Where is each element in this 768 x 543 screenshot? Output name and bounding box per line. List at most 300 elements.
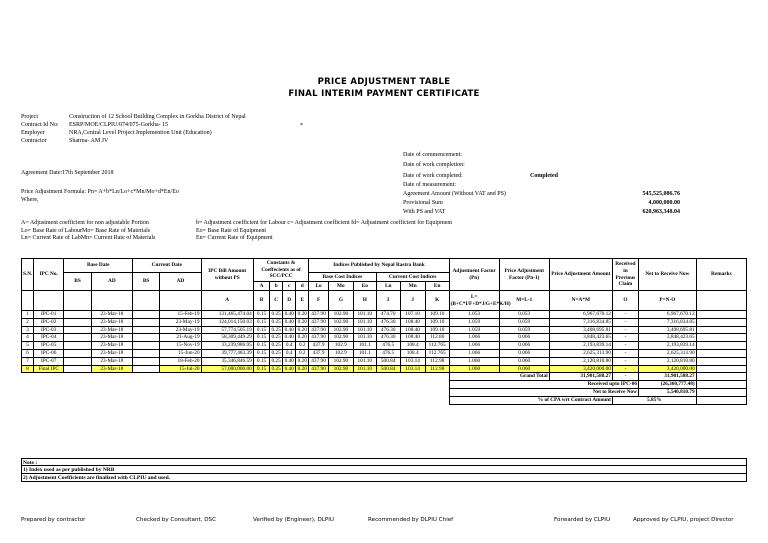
cell-cur-bs (133, 311, 160, 319)
cell-ln: 476.5 (376, 349, 400, 357)
cell-p: 2,120,810.80 (639, 357, 697, 365)
cell-mn: 103.14 (400, 357, 425, 365)
summary-remarks (696, 381, 746, 389)
table-header (22, 259, 747, 311)
table-summary (22, 373, 747, 404)
letter-i: I (376, 291, 400, 311)
cell-o: - (612, 318, 638, 326)
cell-remarks (696, 357, 746, 365)
grand-total-received: - (612, 373, 638, 381)
cell-m: 0.059 (499, 318, 549, 326)
cell-ipc: IPC-05 (33, 342, 63, 350)
cell-ipc: IPC-06 (33, 349, 63, 357)
cell-remarks (696, 326, 746, 334)
summary-remarks (696, 388, 746, 396)
cell-base-bs (64, 342, 91, 350)
cell-base-ad: 23-Mar-18 (91, 357, 132, 365)
cell-p: 6,967,670.12 (639, 311, 697, 319)
letter-blank (33, 291, 63, 311)
project-value: Construction of 12 School Building Complex in Gorkha District of Nepal (69, 114, 246, 120)
table-row (22, 311, 747, 319)
header-received-previous: Received in Previous Claim (612, 259, 638, 291)
cell-en: 112.98 (425, 365, 449, 373)
date-work-completion-label: Date of work completion: (403, 162, 465, 168)
cell-remarks (696, 334, 746, 342)
price-adjustment-table (21, 258, 747, 405)
cell-sn: 3 (22, 326, 34, 334)
cell-l: 1.060 (449, 365, 499, 373)
cell-a: 0.15 (253, 342, 269, 350)
title-line-2: FINAL INTERIM PAYMENT CERTIFICATE (288, 89, 480, 99)
definition-eo: Eo= Base Rate of Equipment (196, 227, 267, 234)
cell-amount: 39,777,483.39 (201, 349, 253, 357)
cell-a: 0.15 (253, 326, 269, 334)
table-row (22, 334, 747, 342)
provisional-sum-label: Provisional Sum (403, 200, 443, 206)
cell-b: 0.25 (271, 350, 281, 357)
grand-total-amount: 31,901,588.27 (549, 373, 612, 381)
definition-en: En= Current Rate of Equipment (196, 235, 273, 241)
cell-l: 1.066 (449, 342, 499, 350)
cell-mo: 102.90 (328, 334, 353, 342)
header-remarks: Remarks (696, 259, 746, 291)
net-to-receive-label: Net to Receive Now (449, 388, 638, 396)
cell-o: - (612, 326, 638, 334)
star-mark: * (300, 123, 303, 129)
header-indices: Indices Published by Nepal Rastra Bank (309, 259, 449, 273)
cell-eo: 101.10 (353, 334, 376, 342)
cell-n: 3,420,000.00 (549, 365, 612, 373)
cell-eo: 101.1 (353, 349, 376, 357)
definition-a: A= Adjustment coefficient for non adjustable Portion (21, 220, 149, 226)
cell-c: 0.40 (284, 326, 294, 333)
cell-en: 112.765 (425, 342, 449, 350)
contractor-row (21, 137, 246, 145)
header-current-date: Current Date (133, 259, 202, 273)
formula-m: M=L-1 (499, 291, 549, 311)
header-net-to-receive: Net to Receive Now (639, 259, 697, 291)
cell-n: 3,848,423.65 (549, 334, 612, 342)
header-mn: Mn (400, 282, 425, 291)
letter-k: K (425, 291, 449, 311)
header-base-cost: Base Cost Indices (309, 273, 376, 282)
contract-id-value: ESRP/MOE/CLPIU/074/075-Gorkha- 15 (69, 122, 169, 128)
title-line-1: PRICE ADJUSTMENT TABLE (317, 77, 451, 87)
cell-mo: 102.90 (328, 357, 353, 365)
cell-sn: 5 (22, 342, 34, 350)
summary-spacer (22, 373, 450, 381)
cell-mo: 102.90 (328, 365, 353, 373)
cell-remarks (696, 342, 746, 350)
cell-d: 0.2 (296, 342, 309, 350)
cell-eo: 101.1 (353, 342, 376, 350)
letter-blank (64, 291, 91, 311)
cell-c: 0.40 (284, 318, 294, 325)
cell-d: 0.20 (297, 365, 307, 372)
cell-base-ad: 23-Mar-18 (91, 318, 132, 326)
cell-m: 0.060 (499, 357, 549, 365)
date-measurement-label: Date of measurement: (403, 182, 456, 188)
with-ps-vat-label: With PS and VAT (403, 209, 446, 215)
cell-eo: 101.10 (353, 318, 376, 326)
cell-o: - (612, 349, 638, 357)
cell-cur-ad: 15-Jul-20 (160, 365, 201, 373)
cell-mn: 108.40 (400, 326, 425, 334)
cell-l: 1.060 (449, 357, 499, 365)
cell-amount: 57,000,000.00 (201, 365, 253, 373)
header-base-date: Base Date (64, 259, 133, 273)
letter-blank (91, 291, 132, 311)
cell-amount: 33,239,986.95 (201, 342, 253, 350)
cell-cur-bs (133, 334, 160, 342)
cell-a: 0.15 (253, 365, 269, 373)
cell-ln: 474.70 (376, 311, 400, 319)
letter-f: F (309, 291, 329, 311)
cell-b: 0.25 (271, 311, 281, 318)
cell-ln: 476.30 (376, 334, 400, 342)
letter-h: H (353, 291, 376, 311)
notes-box (21, 458, 747, 482)
cell-c: 0.40 (284, 365, 294, 372)
cell-cur-bs (133, 365, 160, 373)
cell-mn: 103.14 (400, 365, 425, 373)
employer-label: Employer (21, 130, 45, 136)
with-ps-vat-value: 620,963,348.04 (642, 209, 680, 215)
cell-o: - (612, 365, 638, 373)
cell-base-bs (64, 365, 91, 373)
cell-sn: 4 (22, 334, 34, 342)
cell-o: - (612, 311, 638, 319)
letter-blank (160, 291, 201, 311)
cell-en: 109.10 (425, 326, 449, 334)
cell-ln: 500.84 (376, 357, 400, 365)
cell-b: 0.25 (271, 318, 281, 325)
contract-id-row (21, 121, 246, 129)
cell-ln: 476.30 (376, 318, 400, 326)
cell-mn: 108.4 (400, 342, 425, 350)
price-adjustment-formula: Price Adjustment Formula: Pn= A+b*Ln/Lo+c*Mn/Mo+d*En/Eo (21, 189, 179, 195)
cell-ln: 500.84 (376, 365, 400, 373)
net-to-receive-value: 5,540,810.79 (639, 388, 697, 396)
cell-cur-bs (133, 326, 160, 334)
table-row (22, 349, 747, 357)
cell-mo: 102.90 (328, 326, 353, 334)
cell-n: 2,625,313.90 (549, 349, 612, 357)
definitions-right (196, 220, 452, 243)
cell-n: 6,967,670.12 (549, 311, 612, 319)
cell-remarks (696, 349, 746, 357)
header-current-cost: Current Cost Indices (376, 273, 449, 282)
cell-n: 3,408,695.81 (549, 326, 612, 334)
project-label: Project (21, 114, 38, 120)
cell-lo: 437.90 (309, 326, 329, 334)
header-en: En (425, 282, 449, 291)
received-upto-label: Received upto IPC-06 (449, 381, 638, 389)
note-1: 1) Index used as per published by NRB (21, 466, 747, 474)
sig-forwarded: Forwarded by CLPIU (554, 517, 611, 523)
cell-base-bs (64, 311, 91, 319)
cell-p: 2,625,313.90 (639, 349, 697, 357)
cell-b: 0.25 (271, 365, 281, 372)
cell-lo: 437.90 (309, 357, 329, 365)
cell-b: 0.25 (271, 342, 281, 349)
contractor-value: Sharma- AM JV (69, 138, 109, 144)
cell-p: 3,420,000.00 (639, 365, 697, 373)
cell-lo: 437.9 (309, 349, 329, 357)
cell-mo: 102.90 (328, 318, 353, 326)
cell-mo: 102.90 (328, 311, 353, 319)
header-coef-c: c (283, 282, 296, 291)
cell-cur-bs (133, 357, 160, 365)
cell-l: 1.059 (449, 318, 499, 326)
cell-en: 109.10 (425, 311, 449, 319)
header-lo: Lo (309, 282, 329, 291)
cell-ipc: IPC-07 (33, 357, 63, 365)
letter-d: D (283, 291, 296, 311)
cell-p: 3,848,423.65 (639, 334, 697, 342)
cell-c: 0.40 (284, 357, 294, 364)
cell-en: 112.765 (425, 349, 449, 357)
sig-approved: Approved by CLPIU, project Director (633, 517, 734, 523)
cell-amount: 57,774,505.19 (201, 326, 253, 334)
cell-cur-bs (133, 349, 160, 357)
cell-m: 0.066 (499, 349, 549, 357)
definition-lo-mo: Lo= Base Rate of LabourMo= Base Rate of Materials (21, 227, 151, 234)
cell-lo: 437.90 (309, 334, 329, 342)
cell-ln: 476.30 (376, 326, 400, 334)
cell-base-bs (64, 326, 91, 334)
header-coef-d: d (296, 282, 309, 291)
table-body (22, 311, 747, 373)
date-work-completed-label: Date of work completed: (403, 173, 463, 179)
cpa-percent-value: 5.85% (612, 396, 696, 404)
summary-remarks (696, 373, 746, 381)
header-adjustment-factor: Adjustment Factor (Pn) (449, 259, 499, 291)
cell-a: 0.15 (253, 334, 269, 342)
cell-eo: 101.10 (353, 357, 376, 365)
project-info (21, 113, 246, 145)
sig-prepared: Prepared by contractor (21, 517, 86, 523)
summary-spacer (22, 388, 450, 396)
cell-cur-ad: 15-Jun-20 (160, 349, 201, 357)
sig-recommended: Recommended by DLPIU Chief (368, 517, 454, 523)
grand-total-net: 31,901,588.27 (639, 373, 697, 381)
header-ipc-bill: IPC Bill Amount without PS (201, 259, 253, 291)
header-current-ad: AD (160, 273, 201, 291)
cell-mn: 107.10 (400, 311, 425, 319)
cell-d: 0.2 (296, 349, 309, 357)
header-coef-a: A (253, 282, 269, 291)
cell-n: 2,120,810.80 (549, 357, 612, 365)
cell-c: 0.40 (284, 334, 294, 341)
cell-remarks (696, 365, 746, 373)
cell-base-bs (64, 334, 91, 342)
formula-o: O (612, 291, 638, 311)
letter-c: C (270, 291, 283, 311)
cell-n: 7,316,834.85 (549, 318, 612, 326)
letter-a: A (201, 291, 253, 311)
summary-spacer (22, 381, 450, 389)
cell-cur-ad: 23-May-19 (160, 326, 201, 334)
cell-d: 0.20 (297, 318, 307, 325)
contract-id-label: Contract Id No: (21, 122, 59, 128)
cell-base-ad: 23-Mar-18 (91, 311, 132, 319)
cell-mn: 108.40 (400, 334, 425, 342)
cell-a: 0.15 (253, 318, 269, 326)
cell-base-ad: 23-Mar-18 (91, 349, 132, 357)
summary-spacer (22, 396, 450, 404)
cell-ipc: Final IPC (33, 365, 63, 373)
cell-eo: 101.10 (353, 311, 376, 319)
header-sn: S.N. (22, 259, 34, 291)
cell-b: 0.25 (271, 357, 281, 364)
cell-ipc: IPC-04 (33, 334, 63, 342)
header-ln: Ln (376, 282, 400, 291)
cell-c: 0.4 (283, 349, 296, 357)
formula-p: P=N-O (639, 291, 697, 311)
cell-eo: 101.10 (353, 326, 376, 334)
header-price-adjustment-factor: Price Adjustment Factor (Pn-1) (499, 259, 549, 291)
cell-d: 0.20 (297, 326, 307, 333)
cell-l: 1.066 (449, 349, 499, 357)
cell-sn: 7 (22, 357, 34, 365)
letter-blank (133, 291, 160, 311)
header-mo: Mo (328, 282, 353, 291)
summary-remarks (696, 396, 746, 404)
cell-cur-bs (133, 318, 160, 326)
table-row (22, 342, 747, 350)
cell-sn: 1 (22, 311, 34, 319)
cell-p: 2,193,839.14 (639, 342, 697, 350)
formula-l: L=(B+C*I/F+D*J/G+E*K/H) (449, 291, 499, 311)
cell-p: 7,316,834.85 (639, 318, 697, 326)
grand-total-label: Grand Total (449, 373, 549, 381)
cpa-percent-label: % of CPA wrt Contract Amount (449, 396, 612, 404)
cell-ipc: IPC-01 (33, 311, 63, 319)
cell-ipc: IPC-03 (33, 326, 63, 334)
date-commencement-label: Date of commencement: (403, 152, 462, 158)
employer-row (21, 129, 246, 137)
cell-lo: 437.9 (309, 342, 329, 350)
cell-base-bs (64, 349, 91, 357)
header-eo: Eo (353, 282, 376, 291)
cell-mo: 102.9 (328, 349, 353, 357)
cell-ipc: IPC-02 (33, 318, 63, 326)
cell-remarks (696, 311, 746, 319)
sig-verified: Verified by (Engineer), DLPIU (253, 517, 334, 523)
note-heading: Note : (21, 458, 747, 466)
cell-base-ad: 23-Mar-18 (91, 326, 132, 334)
cell-en: 112.80 (425, 334, 449, 342)
definitions-left (21, 220, 155, 243)
cell-cur-ad: 15-Feb-19 (160, 311, 201, 319)
letter-b: B (253, 291, 269, 311)
cell-amount: 58,309,449.29 (201, 334, 253, 342)
employer-value: NRA,Central Level Project Implemention Unit (Education) (69, 130, 212, 136)
cell-mn: 108.40 (400, 318, 425, 326)
cell-d: 0.20 (297, 311, 307, 318)
table-row (22, 318, 747, 326)
definition-b-c-d: b= Adjustment coefficient for Labour c= Adjustment coefficient fd= Adjustment coefficient for Equipment (196, 220, 453, 226)
cell-sn: 2 (22, 318, 34, 326)
sig-checked: Checked by Consultant, DSC (136, 517, 216, 523)
cell-n: 2,193,839.14 (549, 342, 612, 350)
cell-p: 3,408,695.81 (639, 326, 697, 334)
cell-m: 0.066 (499, 334, 549, 342)
cell-b: 0.25 (271, 326, 281, 333)
cell-a: 0.15 (253, 349, 269, 357)
header-current-bs: BS (133, 273, 160, 291)
cell-m: 0.060 (499, 365, 549, 373)
cell-cur-ad: 18-Feb-20 (160, 357, 201, 365)
cell-o: - (612, 357, 638, 365)
where-label: Where, (21, 197, 39, 203)
cell-mo: 102.9 (328, 342, 353, 350)
cell-a: 0.15 (253, 311, 269, 319)
cell-d: 0.20 (297, 334, 307, 341)
cell-sn: 8 (22, 365, 34, 373)
cell-o: - (612, 342, 638, 350)
cell-amount: 124,014,150.03 (201, 318, 253, 326)
contractor-label: Contractor (21, 138, 47, 144)
cell-en: 109.10 (425, 318, 449, 326)
cell-base-ad: 23-Mar-18 (91, 342, 132, 350)
cell-cur-ad: 23-May-19 (160, 318, 201, 326)
header-ipc-no: IPC No. (33, 259, 63, 291)
letter-blank (696, 291, 746, 311)
provisional-sum-value: 4,000,000.00 (648, 200, 680, 206)
header-constants: Constants & Coeffecients as of SCC/PCC (253, 259, 308, 282)
received-upto-value: (26,360,777.48) (639, 381, 697, 389)
letter-blank (22, 291, 34, 311)
cell-lo: 437.90 (309, 365, 329, 373)
cell-amount: 131,465,474.04 (201, 311, 253, 319)
cell-cur-bs (133, 342, 160, 350)
letter-j: J (400, 291, 425, 311)
cell-amount: 35,346,846.59 (201, 357, 253, 365)
cell-sn: 6 (22, 349, 34, 357)
cell-cur-ad: 21-Aug-19 (160, 334, 201, 342)
cell-mn: 108.4 (400, 349, 425, 357)
agreement-date: Agreement Date:17th September 2018 (21, 170, 114, 176)
document-titles (0, 76, 768, 100)
table-row (22, 365, 747, 373)
cell-c: 0.4 (283, 342, 296, 350)
cell-lo: 437.90 (309, 311, 329, 319)
formula-n: N=A*M (549, 291, 612, 311)
cell-a: 0.15 (253, 357, 269, 365)
cell-m: 0.053 (499, 311, 549, 319)
note-2: 2) Adjustment Coefficients are finalized with CLPIU and used. (21, 474, 747, 482)
cell-en: 112.98 (425, 357, 449, 365)
cell-l: 1.059 (449, 326, 499, 334)
definition-ln-mn: Ln= Current Rate of LabMn= Current Rate of Materials (21, 235, 156, 241)
cell-b: 0.25 (271, 334, 281, 341)
cell-base-bs (64, 318, 91, 326)
cell-d: 0.20 (297, 357, 307, 364)
cell-eo: 101.10 (353, 365, 376, 373)
table-row (22, 326, 747, 334)
cell-o: - (612, 334, 638, 342)
header-price-adjustment-amount: Price Adjustment Amount (549, 259, 612, 291)
project-row (21, 113, 246, 121)
cell-remarks (696, 318, 746, 326)
header-base-ad: AD (91, 273, 132, 291)
agreement-amount-value: 545,525,086.76 (642, 191, 680, 197)
cell-base-ad: 23-Mar-18 (91, 334, 132, 342)
cell-m: 0.066 (499, 342, 549, 350)
cell-base-bs (64, 357, 91, 365)
